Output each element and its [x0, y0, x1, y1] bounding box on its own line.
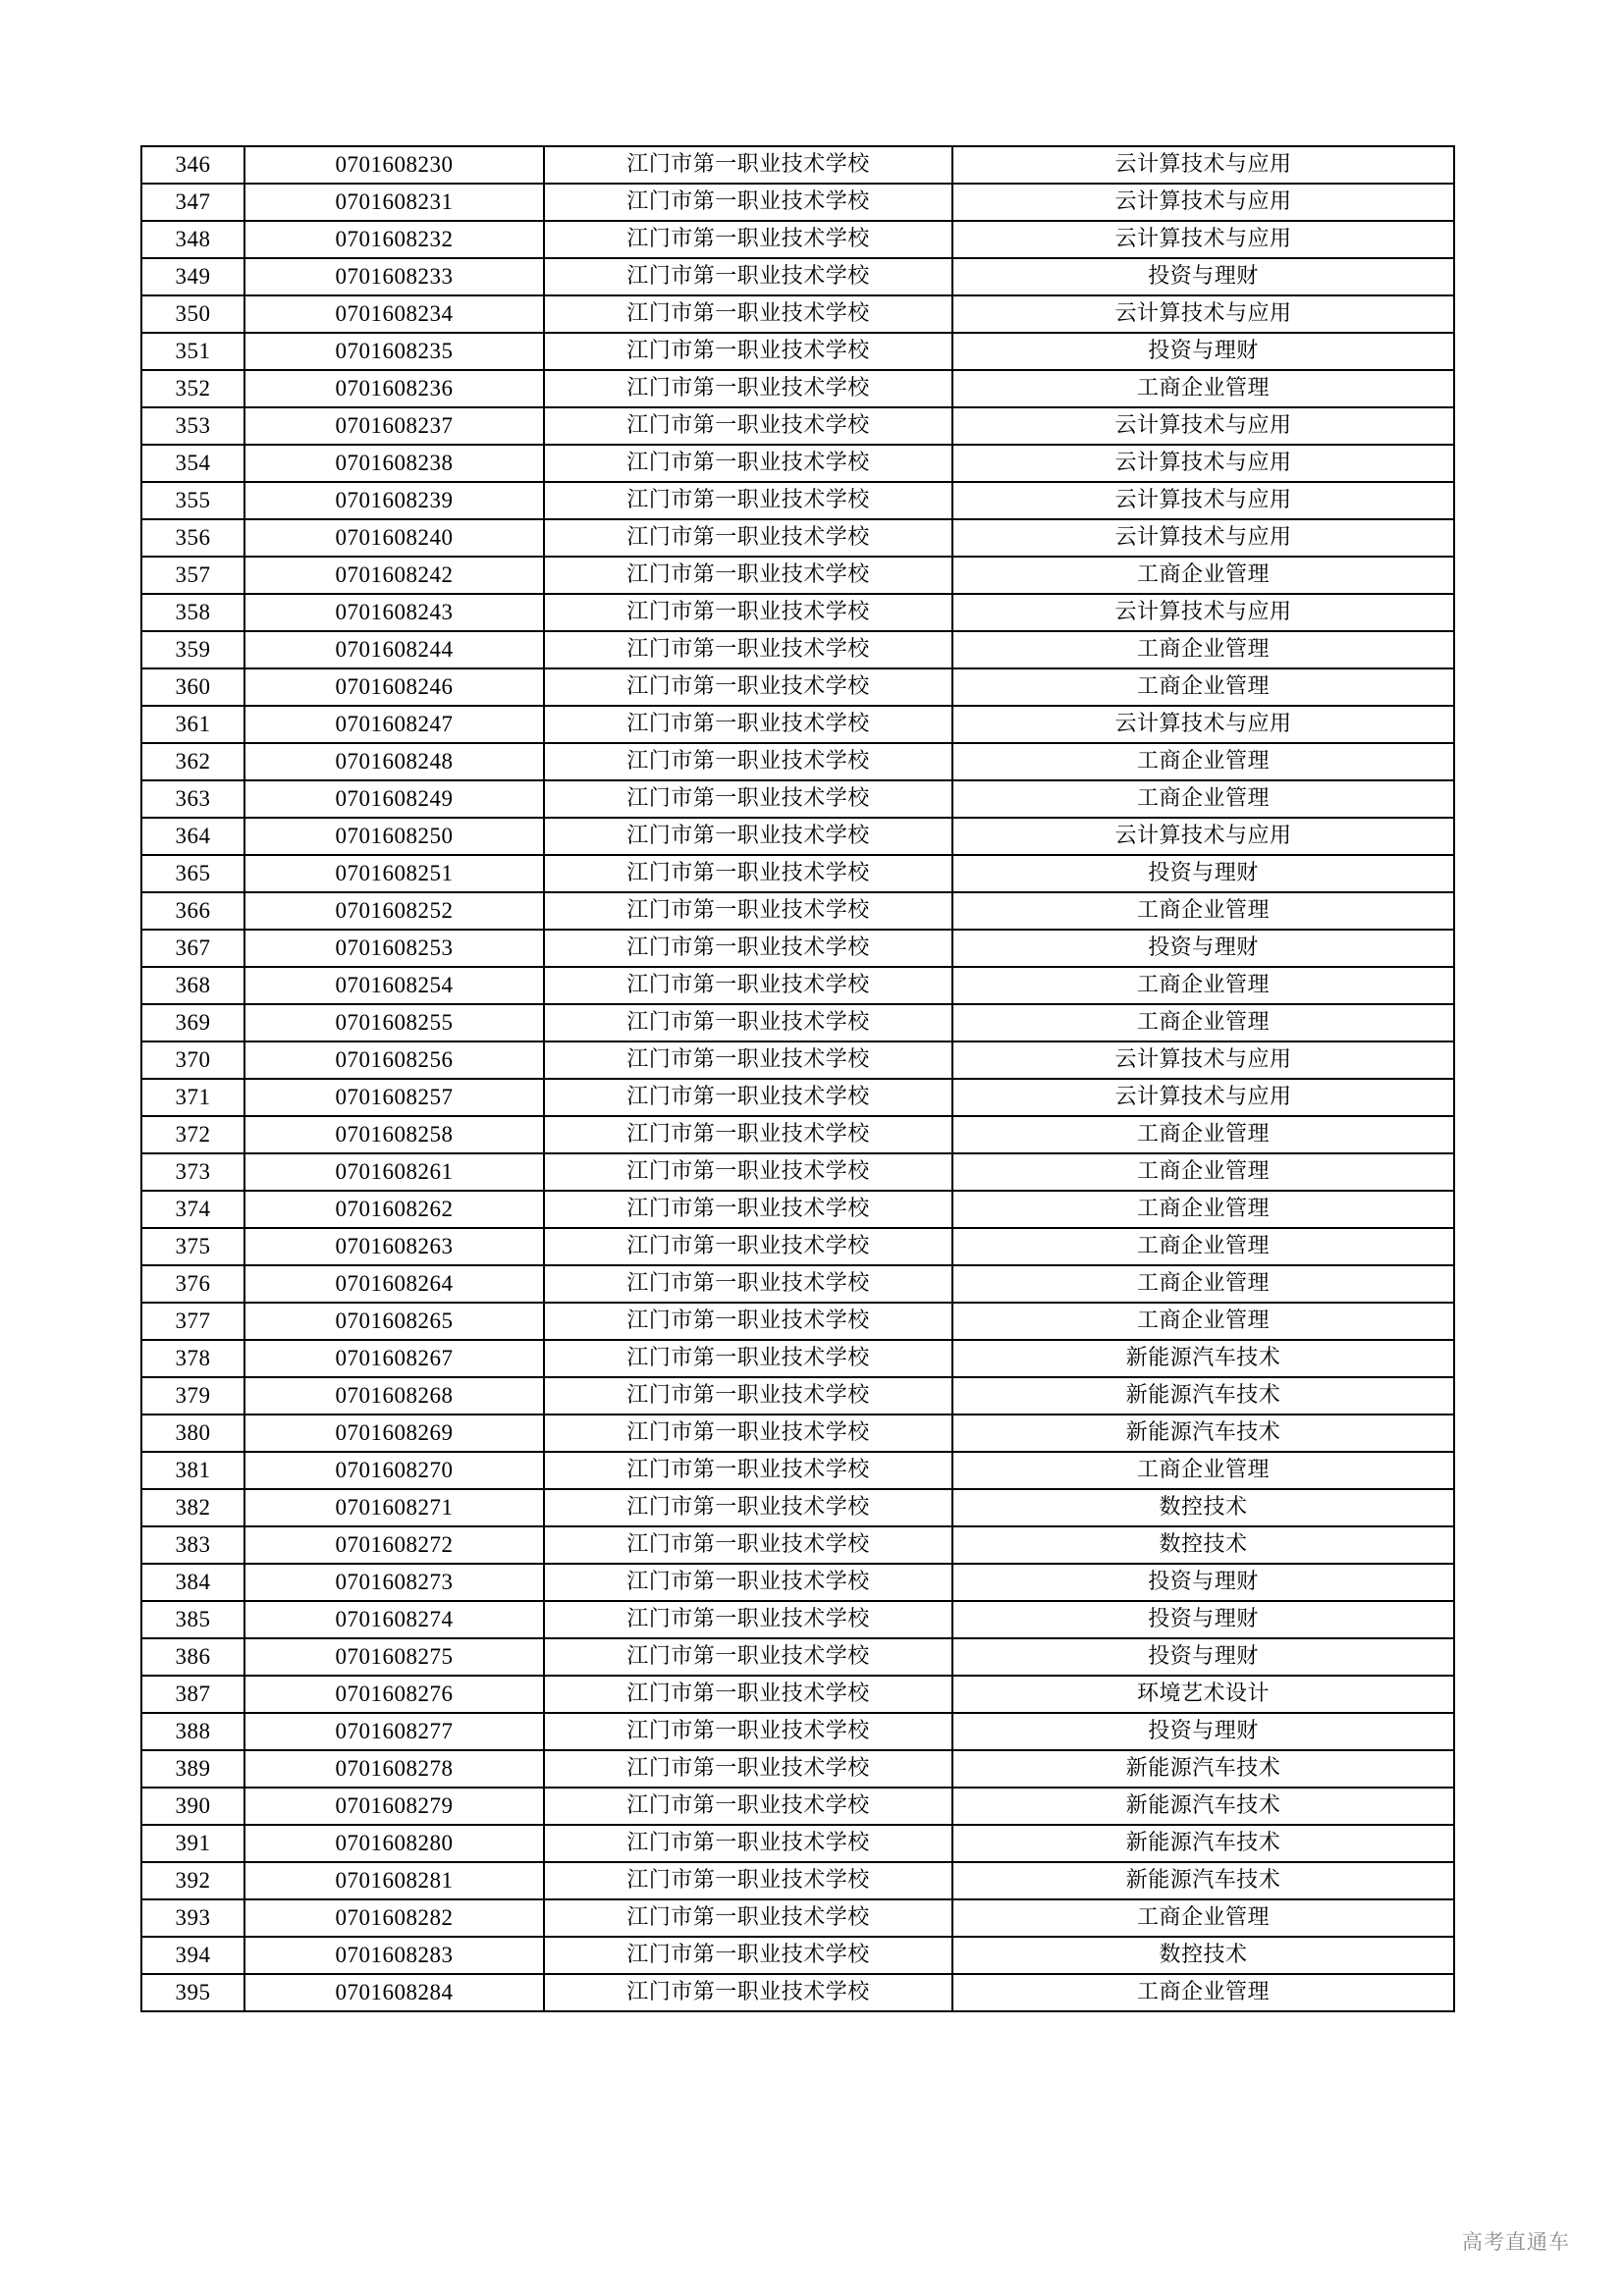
- row-major-name: 工商企业管理: [952, 1303, 1454, 1340]
- row-major-name: 云计算技术与应用: [952, 407, 1454, 445]
- row-candidate-id: 0701608265: [244, 1303, 544, 1340]
- row-school-name: 江门市第一职业技术学校: [544, 892, 952, 930]
- row-school-name: 江门市第一职业技术学校: [544, 1862, 952, 1899]
- row-sequence-number: 394: [141, 1937, 244, 1974]
- row-sequence-number: 380: [141, 1415, 244, 1452]
- table-row: [141, 482, 1454, 519]
- row-sequence-number: 383: [141, 1526, 244, 1564]
- row-school-name: 江门市第一职业技术学校: [544, 594, 952, 631]
- row-candidate-id: 0701608256: [244, 1041, 544, 1079]
- row-school-name: 江门市第一职业技术学校: [544, 146, 952, 184]
- table-row: [141, 1377, 1454, 1415]
- table-row: [141, 1825, 1454, 1862]
- table-row: [141, 221, 1454, 258]
- row-school-name: 江门市第一职业技术学校: [544, 1153, 952, 1191]
- table-row: [141, 1601, 1454, 1638]
- row-major-name: 投资与理财: [952, 855, 1454, 892]
- row-school-name: 江门市第一职业技术学校: [544, 1899, 952, 1937]
- table-row: [141, 1489, 1454, 1526]
- row-candidate-id: 0701608237: [244, 407, 544, 445]
- admission-list-table: [140, 145, 1455, 2012]
- row-major-name: 新能源汽车技术: [952, 1377, 1454, 1415]
- row-sequence-number: 387: [141, 1676, 244, 1713]
- row-school-name: 江门市第一职业技术学校: [544, 855, 952, 892]
- row-candidate-id: 0701608264: [244, 1265, 544, 1303]
- row-major-name: 云计算技术与应用: [952, 184, 1454, 221]
- row-major-name: 投资与理财: [952, 258, 1454, 295]
- row-school-name: 江门市第一职业技术学校: [544, 1750, 952, 1788]
- row-school-name: 江门市第一职业技术学校: [544, 370, 952, 407]
- table-row: [141, 743, 1454, 780]
- row-sequence-number: 381: [141, 1452, 244, 1489]
- table-row: [141, 407, 1454, 445]
- table-row: [141, 1079, 1454, 1116]
- row-school-name: 江门市第一职业技术学校: [544, 1601, 952, 1638]
- row-candidate-id: 0701608234: [244, 295, 544, 333]
- row-major-name: 云计算技术与应用: [952, 519, 1454, 557]
- row-school-name: 江门市第一职业技术学校: [544, 930, 952, 967]
- row-candidate-id: 0701608284: [244, 1974, 544, 2011]
- row-candidate-id: 0701608247: [244, 706, 544, 743]
- row-sequence-number: 353: [141, 407, 244, 445]
- row-major-name: 工商企业管理: [952, 743, 1454, 780]
- row-major-name: 投资与理财: [952, 1564, 1454, 1601]
- row-major-name: 工商企业管理: [952, 1153, 1454, 1191]
- row-major-name: 数控技术: [952, 1489, 1454, 1526]
- row-candidate-id: 0701608255: [244, 1004, 544, 1041]
- row-school-name: 江门市第一职业技术学校: [544, 631, 952, 668]
- row-sequence-number: 376: [141, 1265, 244, 1303]
- row-major-name: 新能源汽车技术: [952, 1788, 1454, 1825]
- table-row: [141, 1937, 1454, 1974]
- row-major-name: 投资与理财: [952, 333, 1454, 370]
- table-row: [141, 557, 1454, 594]
- row-sequence-number: 386: [141, 1638, 244, 1676]
- row-sequence-number: 366: [141, 892, 244, 930]
- row-major-name: 工商企业管理: [952, 1004, 1454, 1041]
- row-school-name: 江门市第一职业技术学校: [544, 221, 952, 258]
- row-candidate-id: 0701608244: [244, 631, 544, 668]
- row-sequence-number: 367: [141, 930, 244, 967]
- row-school-name: 江门市第一职业技术学校: [544, 743, 952, 780]
- row-sequence-number: 388: [141, 1713, 244, 1750]
- table-row: [141, 1153, 1454, 1191]
- row-major-name: 工商企业管理: [952, 1228, 1454, 1265]
- row-school-name: 江门市第一职业技术学校: [544, 1377, 952, 1415]
- row-sequence-number: 355: [141, 482, 244, 519]
- table-row: [141, 1265, 1454, 1303]
- table-row: [141, 1191, 1454, 1228]
- watermark-text: 高考直通车: [1462, 2230, 1570, 2254]
- table-row: [141, 668, 1454, 706]
- row-major-name: 云计算技术与应用: [952, 146, 1454, 184]
- row-school-name: 江门市第一职业技术学校: [544, 1489, 952, 1526]
- table-row: [141, 1452, 1454, 1489]
- row-sequence-number: 351: [141, 333, 244, 370]
- row-sequence-number: 369: [141, 1004, 244, 1041]
- table-row: [141, 1415, 1454, 1452]
- row-sequence-number: 373: [141, 1153, 244, 1191]
- row-candidate-id: 0701608281: [244, 1862, 544, 1899]
- row-candidate-id: 0701608248: [244, 743, 544, 780]
- row-major-name: 工商企业管理: [952, 1116, 1454, 1153]
- row-school-name: 江门市第一职业技术学校: [544, 407, 952, 445]
- row-major-name: 工商企业管理: [952, 967, 1454, 1004]
- row-candidate-id: 0701608240: [244, 519, 544, 557]
- table-row: [141, 1004, 1454, 1041]
- row-sequence-number: 370: [141, 1041, 244, 1079]
- table-row: [141, 594, 1454, 631]
- row-candidate-id: 0701608251: [244, 855, 544, 892]
- row-school-name: 江门市第一职业技术学校: [544, 295, 952, 333]
- row-candidate-id: 0701608236: [244, 370, 544, 407]
- row-major-name: 工商企业管理: [952, 1452, 1454, 1489]
- row-candidate-id: 0701608232: [244, 221, 544, 258]
- row-school-name: 江门市第一职业技术学校: [544, 1191, 952, 1228]
- table-row: [141, 333, 1454, 370]
- table-row: [141, 818, 1454, 855]
- row-school-name: 江门市第一职业技术学校: [544, 1564, 952, 1601]
- table-body: [141, 146, 1454, 2011]
- row-sequence-number: 374: [141, 1191, 244, 1228]
- table-row: [141, 445, 1454, 482]
- row-sequence-number: 389: [141, 1750, 244, 1788]
- row-sequence-number: 390: [141, 1788, 244, 1825]
- row-sequence-number: 348: [141, 221, 244, 258]
- row-school-name: 江门市第一职业技术学校: [544, 1303, 952, 1340]
- row-candidate-id: 0701608279: [244, 1788, 544, 1825]
- row-major-name: 环境艺术设计: [952, 1676, 1454, 1713]
- table-row: [141, 1638, 1454, 1676]
- row-sequence-number: 358: [141, 594, 244, 631]
- row-school-name: 江门市第一职业技术学校: [544, 1974, 952, 2011]
- row-sequence-number: 356: [141, 519, 244, 557]
- row-candidate-id: 0701608268: [244, 1377, 544, 1415]
- row-candidate-id: 0701608243: [244, 594, 544, 631]
- row-major-name: 云计算技术与应用: [952, 445, 1454, 482]
- table-row: [141, 370, 1454, 407]
- row-sequence-number: 378: [141, 1340, 244, 1377]
- row-major-name: 新能源汽车技术: [952, 1415, 1454, 1452]
- row-sequence-number: 347: [141, 184, 244, 221]
- table-row: [141, 1303, 1454, 1340]
- row-school-name: 江门市第一职业技术学校: [544, 1079, 952, 1116]
- row-sequence-number: 359: [141, 631, 244, 668]
- row-school-name: 江门市第一职业技术学校: [544, 967, 952, 1004]
- row-candidate-id: 0701608273: [244, 1564, 544, 1601]
- row-sequence-number: 368: [141, 967, 244, 1004]
- row-major-name: 工商企业管理: [952, 1974, 1454, 2011]
- row-major-name: 工商企业管理: [952, 780, 1454, 818]
- row-school-name: 江门市第一职业技术学校: [544, 818, 952, 855]
- row-major-name: 工商企业管理: [952, 631, 1454, 668]
- row-major-name: 工商企业管理: [952, 668, 1454, 706]
- row-candidate-id: 0701608262: [244, 1191, 544, 1228]
- row-school-name: 江门市第一职业技术学校: [544, 1452, 952, 1489]
- table-row: [141, 1676, 1454, 1713]
- row-school-name: 江门市第一职业技术学校: [544, 1116, 952, 1153]
- row-school-name: 江门市第一职业技术学校: [544, 780, 952, 818]
- row-sequence-number: 382: [141, 1489, 244, 1526]
- row-candidate-id: 0701608267: [244, 1340, 544, 1377]
- row-school-name: 江门市第一职业技术学校: [544, 1526, 952, 1564]
- row-school-name: 江门市第一职业技术学校: [544, 1825, 952, 1862]
- row-school-name: 江门市第一职业技术学校: [544, 668, 952, 706]
- table-row: [141, 706, 1454, 743]
- row-candidate-id: 0701608235: [244, 333, 544, 370]
- table-row: [141, 519, 1454, 557]
- row-major-name: 投资与理财: [952, 930, 1454, 967]
- row-sequence-number: 391: [141, 1825, 244, 1862]
- row-candidate-id: 0701608257: [244, 1079, 544, 1116]
- row-major-name: 工商企业管理: [952, 892, 1454, 930]
- row-sequence-number: 363: [141, 780, 244, 818]
- row-school-name: 江门市第一职业技术学校: [544, 1340, 952, 1377]
- row-major-name: 云计算技术与应用: [952, 221, 1454, 258]
- row-major-name: 工商企业管理: [952, 1265, 1454, 1303]
- table-row: [141, 780, 1454, 818]
- table-row: [141, 1899, 1454, 1937]
- table-row: [141, 184, 1454, 221]
- row-candidate-id: 0701608239: [244, 482, 544, 519]
- row-school-name: 江门市第一职业技术学校: [544, 1004, 952, 1041]
- row-school-name: 江门市第一职业技术学校: [544, 1415, 952, 1452]
- row-candidate-id: 0701608269: [244, 1415, 544, 1452]
- table-row: [141, 967, 1454, 1004]
- row-candidate-id: 0701608277: [244, 1713, 544, 1750]
- row-school-name: 江门市第一职业技术学校: [544, 1228, 952, 1265]
- row-major-name: 投资与理财: [952, 1638, 1454, 1676]
- row-major-name: 投资与理财: [952, 1601, 1454, 1638]
- row-sequence-number: 365: [141, 855, 244, 892]
- row-school-name: 江门市第一职业技术学校: [544, 258, 952, 295]
- row-candidate-id: 0701608261: [244, 1153, 544, 1191]
- table-row: [141, 1788, 1454, 1825]
- row-candidate-id: 0701608276: [244, 1676, 544, 1713]
- table-row: [141, 892, 1454, 930]
- row-candidate-id: 0701608275: [244, 1638, 544, 1676]
- row-sequence-number: 362: [141, 743, 244, 780]
- row-sequence-number: 395: [141, 1974, 244, 2011]
- row-major-name: 新能源汽车技术: [952, 1340, 1454, 1377]
- row-candidate-id: 0701608242: [244, 557, 544, 594]
- table-row: [141, 258, 1454, 295]
- table-row: [141, 1228, 1454, 1265]
- row-candidate-id: 0701608253: [244, 930, 544, 967]
- table-row: [141, 1340, 1454, 1377]
- row-major-name: 新能源汽车技术: [952, 1825, 1454, 1862]
- row-sequence-number: 352: [141, 370, 244, 407]
- row-candidate-id: 0701608272: [244, 1526, 544, 1564]
- row-candidate-id: 0701608283: [244, 1937, 544, 1974]
- row-sequence-number: 379: [141, 1377, 244, 1415]
- row-candidate-id: 0701608231: [244, 184, 544, 221]
- row-candidate-id: 0701608263: [244, 1228, 544, 1265]
- row-school-name: 江门市第一职业技术学校: [544, 1265, 952, 1303]
- row-candidate-id: 0701608252: [244, 892, 544, 930]
- row-sequence-number: 384: [141, 1564, 244, 1601]
- row-sequence-number: 392: [141, 1862, 244, 1899]
- row-major-name: 工商企业管理: [952, 1899, 1454, 1937]
- row-sequence-number: 357: [141, 557, 244, 594]
- row-school-name: 江门市第一职业技术学校: [544, 1676, 952, 1713]
- row-school-name: 江门市第一职业技术学校: [544, 1788, 952, 1825]
- row-candidate-id: 0701608250: [244, 818, 544, 855]
- row-candidate-id: 0701608270: [244, 1452, 544, 1489]
- row-candidate-id: 0701608274: [244, 1601, 544, 1638]
- table-row: [141, 1564, 1454, 1601]
- row-sequence-number: 377: [141, 1303, 244, 1340]
- row-school-name: 江门市第一职业技术学校: [544, 1041, 952, 1079]
- row-candidate-id: 0701608238: [244, 445, 544, 482]
- table-row: [141, 930, 1454, 967]
- row-sequence-number: 364: [141, 818, 244, 855]
- table-row: [141, 1713, 1454, 1750]
- table-row: [141, 1116, 1454, 1153]
- row-candidate-id: 0701608278: [244, 1750, 544, 1788]
- row-school-name: 江门市第一职业技术学校: [544, 1713, 952, 1750]
- row-sequence-number: 349: [141, 258, 244, 295]
- row-sequence-number: 361: [141, 706, 244, 743]
- row-school-name: 江门市第一职业技术学校: [544, 1937, 952, 1974]
- row-sequence-number: 371: [141, 1079, 244, 1116]
- row-sequence-number: 385: [141, 1601, 244, 1638]
- table-row: [141, 1041, 1454, 1079]
- row-major-name: 数控技术: [952, 1526, 1454, 1564]
- row-candidate-id: 0701608249: [244, 780, 544, 818]
- row-candidate-id: 0701608282: [244, 1899, 544, 1937]
- row-school-name: 江门市第一职业技术学校: [544, 333, 952, 370]
- row-sequence-number: 350: [141, 295, 244, 333]
- row-candidate-id: 0701608230: [244, 146, 544, 184]
- row-major-name: 云计算技术与应用: [952, 295, 1454, 333]
- row-major-name: 新能源汽车技术: [952, 1750, 1454, 1788]
- row-sequence-number: 372: [141, 1116, 244, 1153]
- table-row: [141, 1526, 1454, 1564]
- row-major-name: 新能源汽车技术: [952, 1862, 1454, 1899]
- row-major-name: 云计算技术与应用: [952, 482, 1454, 519]
- row-candidate-id: 0701608246: [244, 668, 544, 706]
- row-candidate-id: 0701608233: [244, 258, 544, 295]
- row-school-name: 江门市第一职业技术学校: [544, 706, 952, 743]
- row-major-name: 云计算技术与应用: [952, 706, 1454, 743]
- row-school-name: 江门市第一职业技术学校: [544, 482, 952, 519]
- row-major-name: 云计算技术与应用: [952, 594, 1454, 631]
- table-row: [141, 631, 1454, 668]
- row-sequence-number: 354: [141, 445, 244, 482]
- table-row: [141, 295, 1454, 333]
- row-major-name: 工商企业管理: [952, 557, 1454, 594]
- row-major-name: 云计算技术与应用: [952, 1079, 1454, 1116]
- row-candidate-id: 0701608280: [244, 1825, 544, 1862]
- row-sequence-number: 375: [141, 1228, 244, 1265]
- row-school-name: 江门市第一职业技术学校: [544, 445, 952, 482]
- row-sequence-number: 346: [141, 146, 244, 184]
- row-major-name: 工商企业管理: [952, 1191, 1454, 1228]
- row-school-name: 江门市第一职业技术学校: [544, 557, 952, 594]
- table-row: [141, 1974, 1454, 2011]
- row-sequence-number: 393: [141, 1899, 244, 1937]
- row-candidate-id: 0701608271: [244, 1489, 544, 1526]
- row-major-name: 云计算技术与应用: [952, 818, 1454, 855]
- row-major-name: 工商企业管理: [952, 370, 1454, 407]
- row-sequence-number: 360: [141, 668, 244, 706]
- row-school-name: 江门市第一职业技术学校: [544, 184, 952, 221]
- table-row: [141, 1750, 1454, 1788]
- table-row: [141, 855, 1454, 892]
- table-row: [141, 1862, 1454, 1899]
- row-school-name: 江门市第一职业技术学校: [544, 1638, 952, 1676]
- row-candidate-id: 0701608254: [244, 967, 544, 1004]
- table-row: [141, 146, 1454, 184]
- row-school-name: 江门市第一职业技术学校: [544, 519, 952, 557]
- row-major-name: 投资与理财: [952, 1713, 1454, 1750]
- row-major-name: 云计算技术与应用: [952, 1041, 1454, 1079]
- row-candidate-id: 0701608258: [244, 1116, 544, 1153]
- row-major-name: 数控技术: [952, 1937, 1454, 1974]
